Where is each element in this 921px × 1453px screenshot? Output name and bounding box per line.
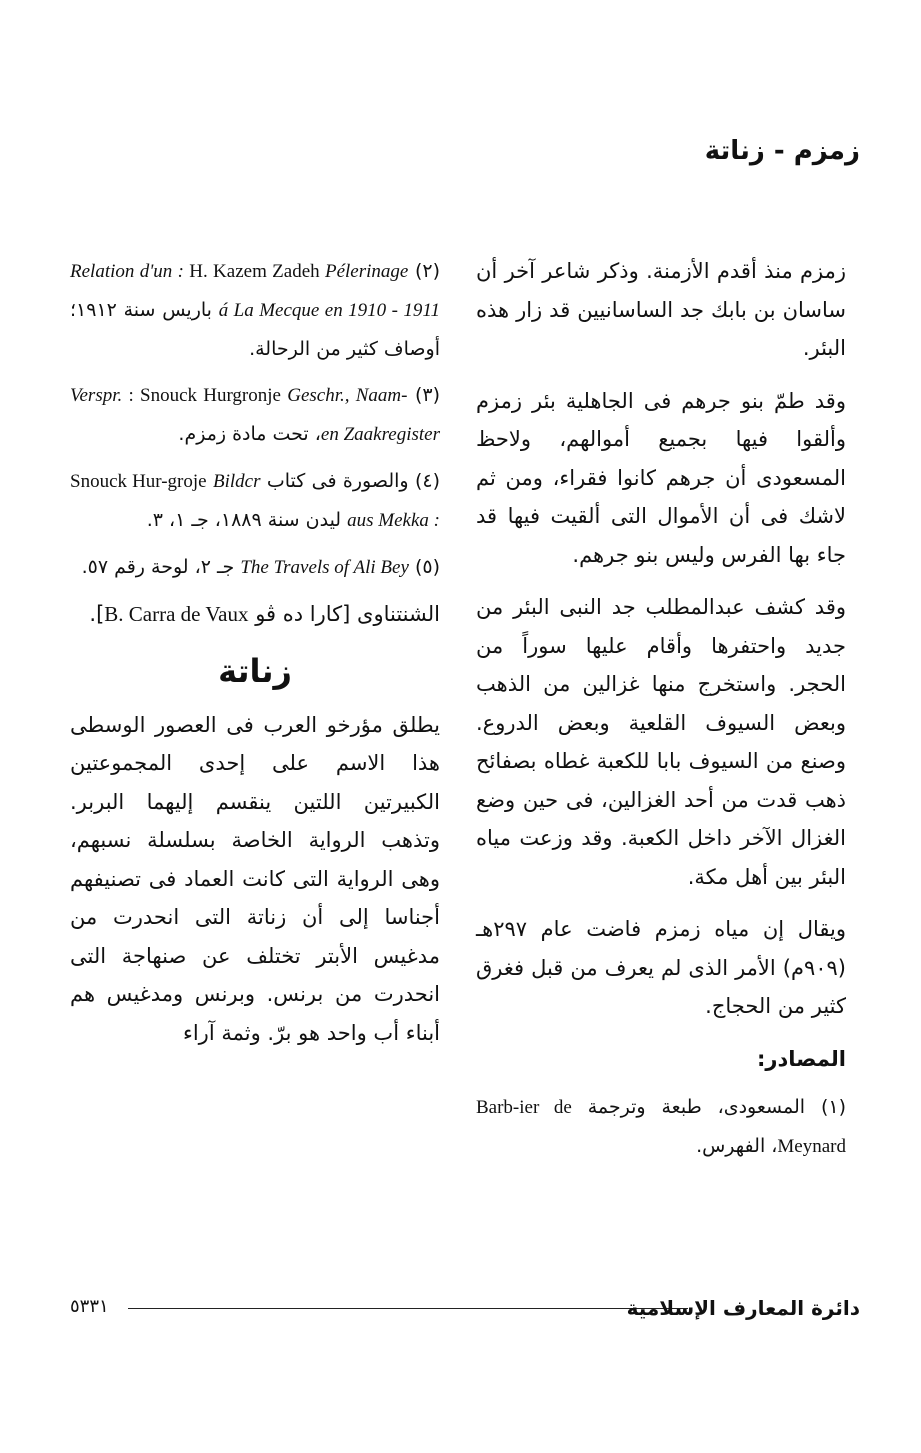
note-latin-italic: Relation d'un : [70,261,184,282]
signature-arabic: الشنتناوى [كارا ده ڤو [255,602,440,626]
paragraph: ويقال إن مياه زمزم فاضت عام ٢٩٧هـ (٩٠٩م) الأمر الذى لم يعرف من قبل فغرق كثير من الحجاج. [476,917,846,1018]
note-latin-text: Snouck Hur-groje [70,471,207,492]
note-arabic: باريس سنة ١٩١٢؛ أوصاف كثير من الرحالة. [70,299,440,360]
note-latin-italic: Bildcr aus Mekka : [212,471,440,531]
source-number: (١) [820,1096,846,1118]
article-title: زناتة [218,651,292,690]
paragraph: يطلق مؤرخو العرب فى العصور الوسطى هذا الاسم على إحدى المجموعتين الكبيرتين اللتين ينقسم إليهما البربر. وتذهب الرواية الخاصة بسلسلة نسبهم، وهى الرواية التى كانت العماد فى تصنيفهم أجناسا إلى أن زناتة التى انحدرت من مدغيس الأبتر تختلف عن صنهاجة التى انحدرت من برنس. وبرنس ومدغيس هم أبناء أب واحد هو برّ. وثمة آراء [70,712,440,1045]
paragraph: زمزم منذ أقدم الأزمنة. وذكر شاعر آخر أن ساسان بن بابك جد الساسانيين قد زار هذه البئر. [476,259,846,360]
source-1 [476,1088,846,1166]
paragraph: وقد كشف عبدالمطلب جد النبى البئر من جديد واحتفرها وأقام عليها سوراً من الحجر. واستخرج منها غزالين من الذهب وبعض السيوف القلعية وبعض الدروع. وصنع من السيوف بابا للكعبة غطاه بصفائح ذهب قدت من أحد الغزالين، فى حين وضع الغزال الآخر داخل الكعبة. وقد وزعت مياه البئر بين أهل مكة. [476,595,846,889]
note-latin-italic: Geschr., Naam-en Zaakregister [287,385,440,445]
publication-title: دائرة المعارف الإسلامية [626,1296,860,1320]
sources-heading: المصادر: [756,1046,846,1071]
note-latin-text: : Snouck Hurgronje [128,385,281,406]
page-number: ٥٣٣١ [70,1296,109,1317]
note-latin-italic: Verspr. [70,385,123,406]
note-number: (٥) [414,556,440,578]
signature-latin: B. Carra de Vaux [104,602,249,626]
paragraph: وقد طمّ بنو جرهم فى الجاهلية بئر زمزم وألقوا فيها بجميع أموالهم، ولاحظ المسعودى أن جرهم كانوا فقراء، ومن ثم لاشك فى أن الأموال التى ألقيت فيها قد جاء بها الفرس وليس بنو جرهم. [476,388,846,567]
source-tail: ، الفهرس. [696,1135,778,1157]
page-footer [70,1296,860,1326]
running-head: زمزم - زناتة [704,136,860,166]
note-5 [70,548,440,587]
right-column [476,252,846,1174]
signature-close: ]. [89,602,105,626]
note-latin-text: H. Kazem Zadeh [189,261,320,282]
note-latin-italic: The Travels of Ali Bey [240,557,409,578]
note-arabic: ليدن سنة ١٨٨٩، جـ ١، ٣. [146,509,342,531]
author-signature [70,595,440,634]
note-latin-italic: Pélerinage á La Mecque en 1910 - 1911 [218,261,440,321]
note-number: (٣) [414,384,441,406]
footer-rule [128,1308,688,1309]
note-4 [70,462,440,540]
note-2 [70,252,440,368]
left-column [70,252,440,1064]
note-arabic: ، تحت [272,423,321,445]
note-arabic: مادة زمزم. [178,423,267,445]
note-arabic: جـ ٢، لوحة رقم ٥٧. [81,556,235,578]
source-latin: Barb-ier de Meynard [476,1097,846,1157]
note-number: (٤) [414,470,440,492]
note-3 [70,376,440,454]
source-arabic: المسعودى، طبعة وترجمة [587,1096,806,1118]
note-arabic: والصورة فى كتاب [266,470,409,492]
note-number: (٢) [414,260,441,282]
